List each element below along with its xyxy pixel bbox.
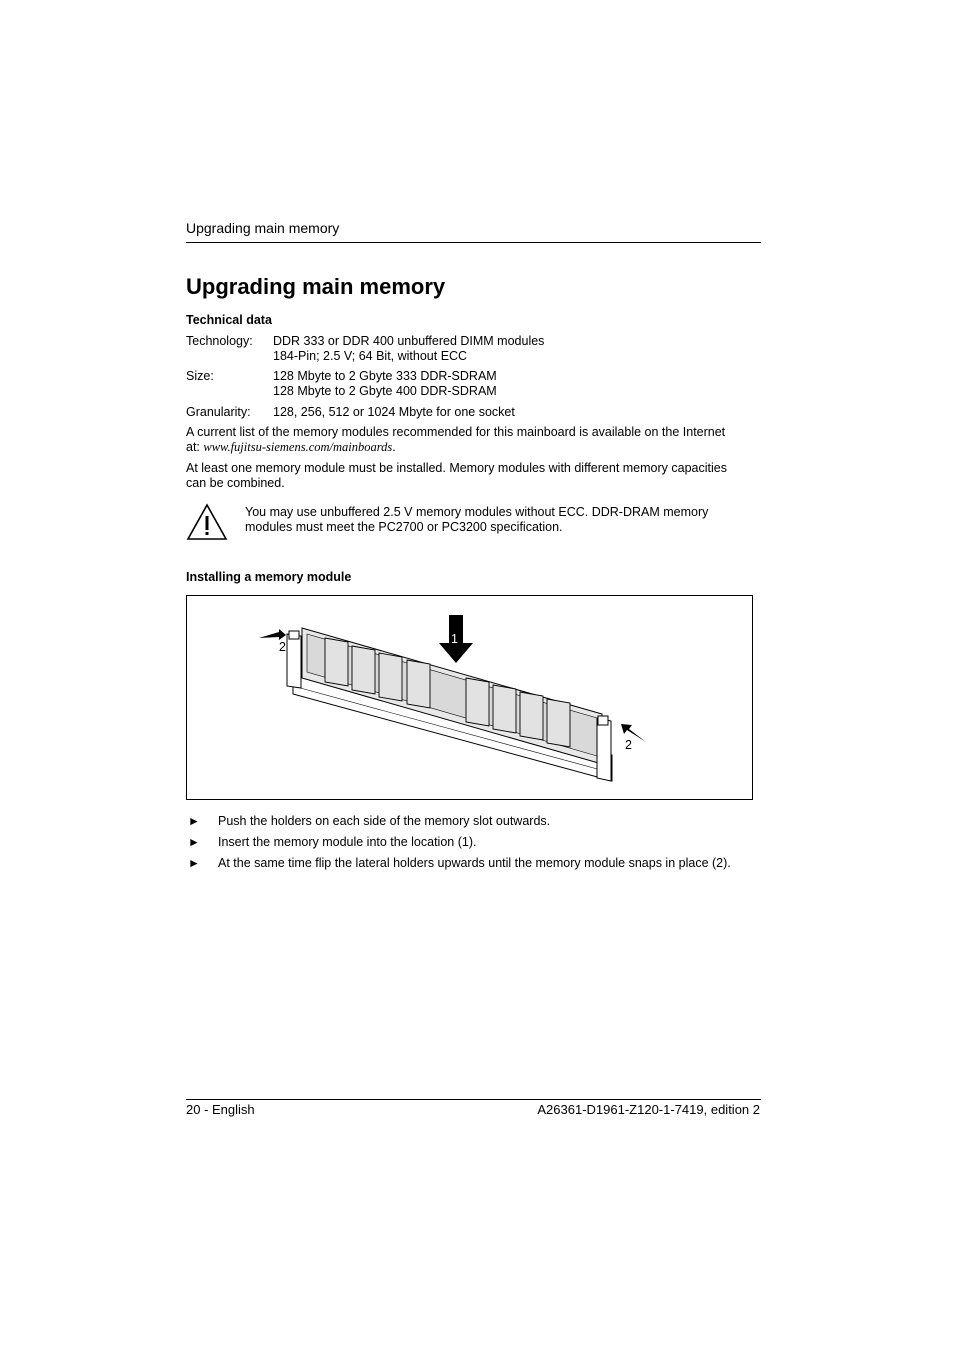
technical-data-heading: Technical data bbox=[186, 313, 272, 327]
technology-value-1: DDR 333 or DDR 400 unbuffered DIMM modules bbox=[273, 334, 545, 348]
step-push-holders: Push the holders on each side of the memory slot outwards. bbox=[218, 814, 551, 828]
step-flip-holders: At the same time flip the lateral holders upwards until the memory module snaps in place (2). bbox=[218, 856, 731, 870]
bullet-icon: ► bbox=[188, 856, 200, 870]
module-list-text-2 bbox=[186, 440, 396, 455]
minimum-module-text-1: At least one memory module must be installed. Memory modules with different memory capacities bbox=[186, 461, 727, 475]
memory-install-figure bbox=[186, 595, 753, 800]
size-value-1: 128 Mbyte to 2 Gbyte 333 DDR-SDRAM bbox=[273, 369, 497, 383]
warning-text-2: modules must meet the PC2700 or PC3200 specification. bbox=[245, 520, 563, 534]
warning-triangle-icon bbox=[186, 503, 228, 541]
technology-label: Technology: bbox=[186, 334, 253, 348]
figure-label-holder-right: 2 bbox=[625, 738, 632, 752]
page-number: 20 - English bbox=[186, 1102, 255, 1117]
size-label: Size: bbox=[186, 369, 214, 383]
running-header: Upgrading main memory bbox=[186, 220, 340, 236]
step-insert-module: Insert the memory module into the location (1). bbox=[218, 835, 477, 849]
minimum-module-text-2: can be combined. bbox=[186, 476, 285, 490]
document-id: A26361-D1961-Z120-1-7419, edition 2 bbox=[537, 1102, 760, 1117]
page-title: Upgrading main memory bbox=[186, 274, 446, 299]
footer-divider bbox=[186, 1099, 761, 1100]
figure-label-holder-left: 2 bbox=[279, 640, 286, 654]
mainboards-url-link[interactable]: www.fujitsu-siemens.com/mainboards bbox=[203, 440, 393, 454]
install-heading: Installing a memory module bbox=[186, 570, 352, 584]
warning-text-1: You may use unbuffered 2.5 V memory modules without ECC. DDR-DRAM memory bbox=[245, 505, 709, 519]
granularity-label: Granularity: bbox=[186, 405, 251, 419]
figure-label-insert: 1 bbox=[451, 632, 458, 646]
module-list-text-1: A current list of the memory modules recommended for this mainboard is available on the Internet bbox=[186, 425, 726, 439]
bullet-icon: ► bbox=[188, 835, 200, 849]
size-value-2: 128 Mbyte to 2 Gbyte 400 DDR-SDRAM bbox=[273, 384, 497, 398]
memory-module-illustration bbox=[187, 596, 752, 799]
bullet-icon: ► bbox=[188, 814, 200, 828]
header-divider bbox=[186, 242, 761, 243]
granularity-value: 128, 256, 512 or 1024 Mbyte for one socket bbox=[273, 405, 515, 419]
module-list-prefix: at: bbox=[186, 440, 204, 454]
module-list-suffix: . bbox=[392, 440, 396, 454]
technology-value-2: 184-Pin; 2.5 V; 64 Bit, without ECC bbox=[273, 349, 468, 363]
